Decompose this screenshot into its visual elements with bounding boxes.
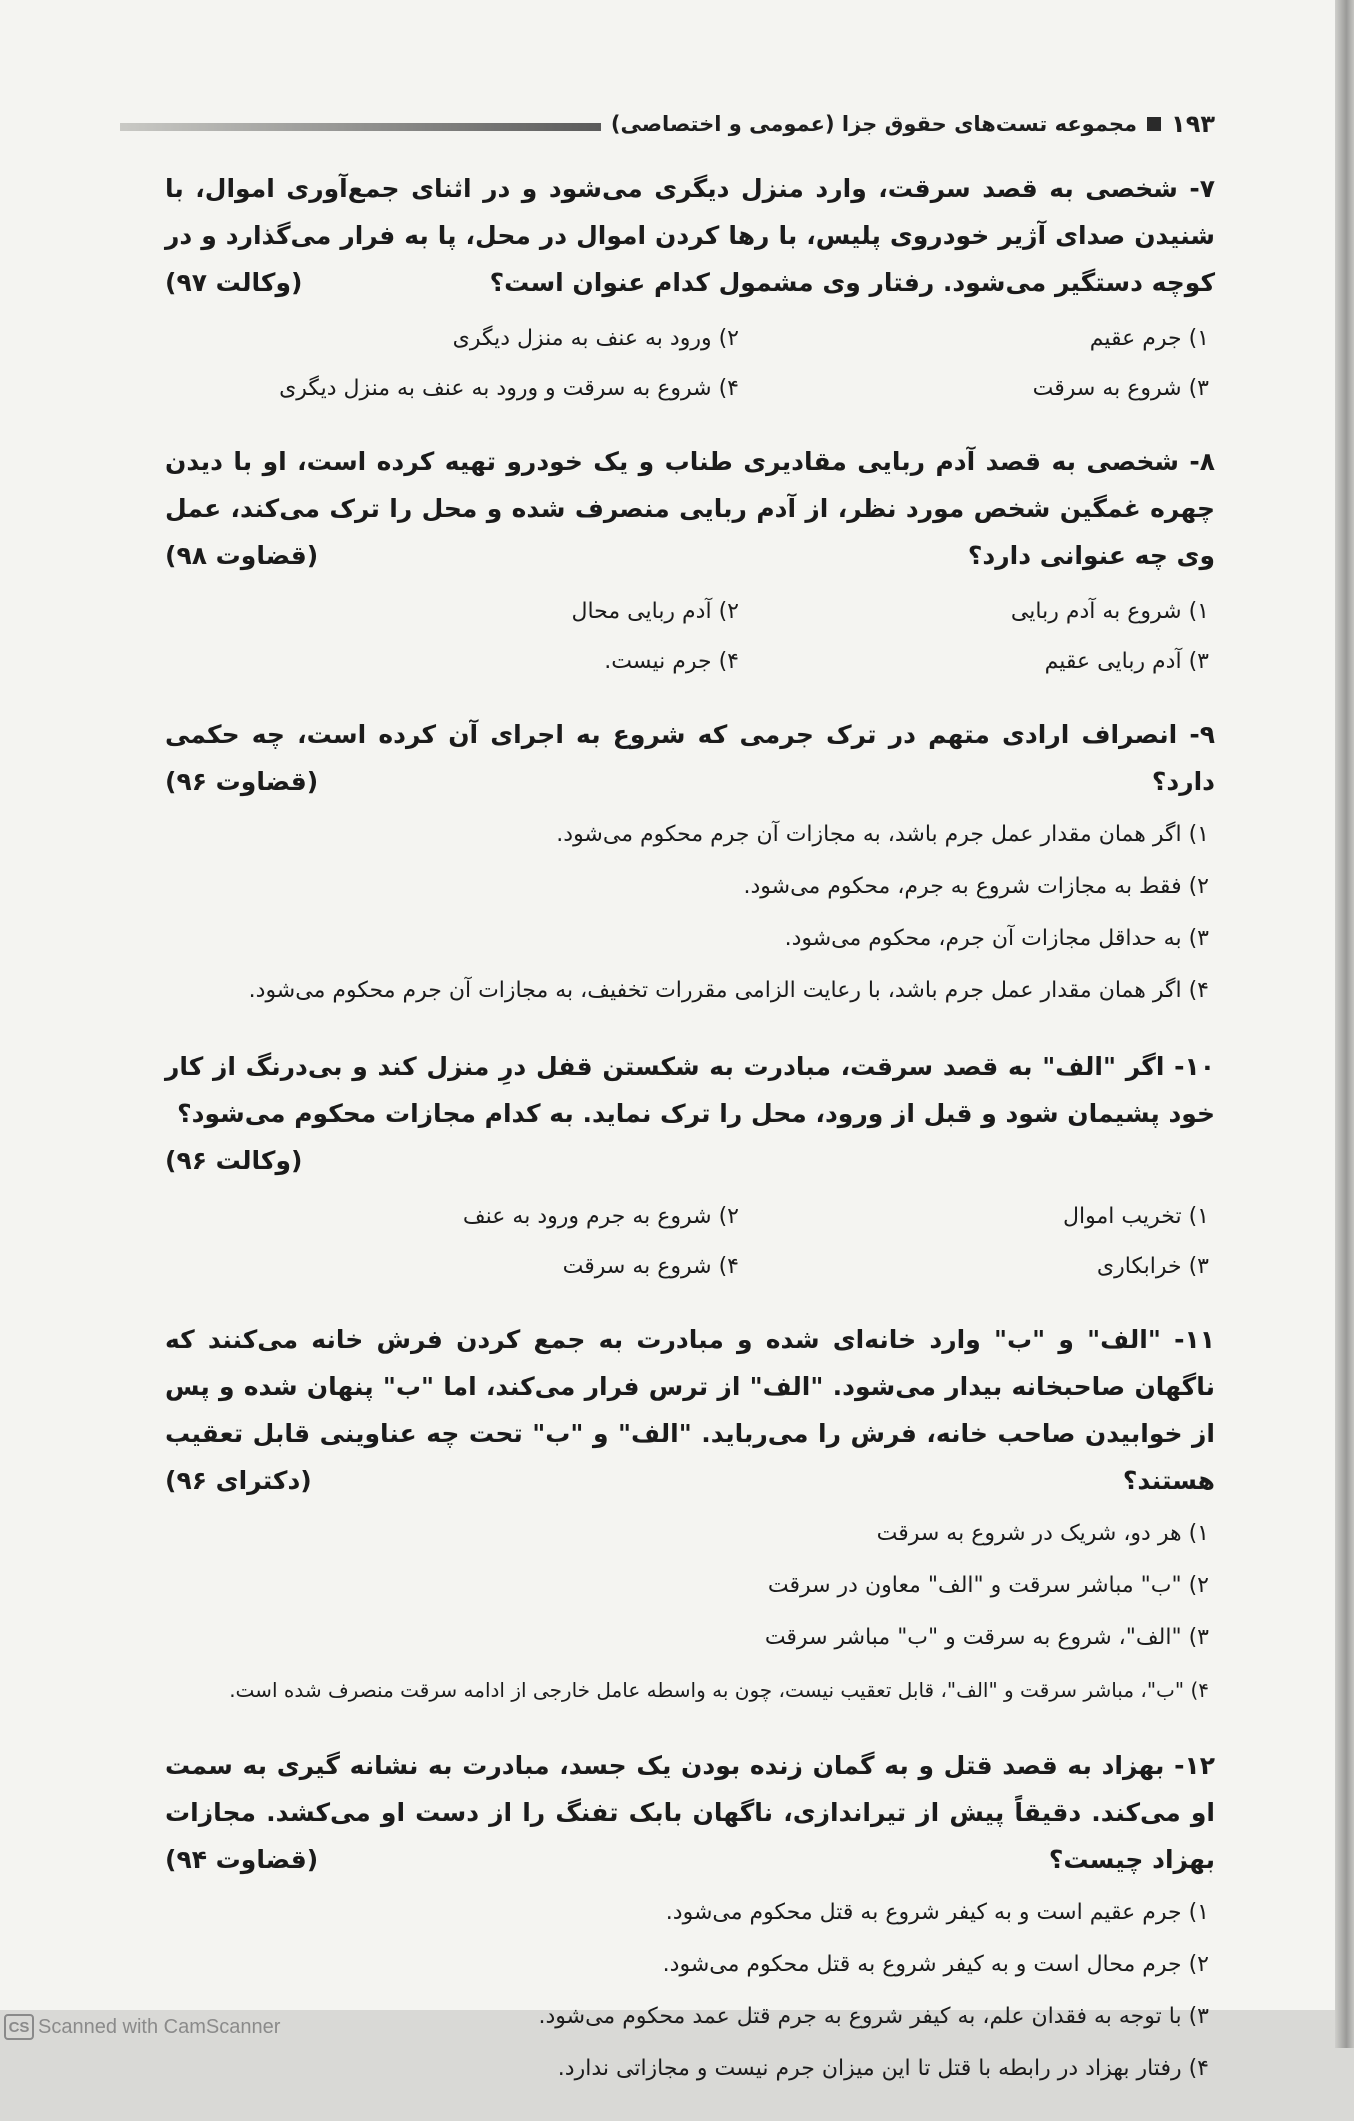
- option-4: ۴) "ب"، مباشر سرقت و "الف"، قابل تعقیب نیست، چون به واسطه عامل خارجی از ادامه سرقت منصرف شده است.: [229, 1678, 1209, 1702]
- question-text: ۹- انصراف ارادی متهم در ترک جرمی که شروع به اجرای آن کرده است، چه حکمی دارد؟: [165, 720, 1215, 796]
- square-bullet-icon: [1147, 117, 1161, 131]
- question-source: (دکترای ۹۶): [165, 1466, 312, 1495]
- option-1: ۱) اگر همان مقدار عمل جرم باشد، به مجازات آن جرم محکوم می‌شود.: [556, 822, 1209, 847]
- option-4: ۴) شروع به سرقت: [562, 1254, 739, 1279]
- question-source: (وکالت ۹۶): [165, 1146, 303, 1175]
- page-header: [120, 100, 1215, 148]
- question-source: (وکالت ۹۷): [165, 268, 303, 297]
- option-4: ۴) اگر همان مقدار عمل جرم باشد، با رعایت الزامی مقررات تخفیف، به مجازات آن جرم محکوم می‌شود.: [248, 978, 1209, 1003]
- option-2: ۲) جرم محال است و به کیفر شروع به قتل محکوم می‌شود.: [662, 1952, 1209, 1977]
- question-7: [165, 165, 1215, 412]
- options-grid: [165, 1194, 1215, 1290]
- option-2: ۲) آدم ربایی محال: [571, 599, 739, 624]
- page-number: ۱۹۳: [1171, 110, 1215, 138]
- option-1: ۱) شروع به آدم ربایی: [1010, 599, 1209, 624]
- option-4: ۴) رفتار بهزاد در رابطه با قتل تا این میزان جرم نیست و مجازاتی ندارد.: [557, 2056, 1209, 2081]
- scanner-label: Scanned with CamScanner: [38, 2015, 281, 2038]
- option-1: ۱) جرم عقیم است و به کیفر شروع به قتل محکوم می‌شود.: [665, 1900, 1209, 1925]
- option-3: ۳) "الف"، شروع به سرقت و "ب" مباشر سرقت: [764, 1625, 1209, 1650]
- question-9: [165, 711, 1215, 1017]
- option-2: ۲) "ب" مباشر سرقت و "الف" معاون در سرقت: [767, 1573, 1209, 1598]
- question-11: [165, 1316, 1215, 1716]
- option-2: ۲) فقط به مجازات شروع به جرم، محکوم می‌شود.: [743, 874, 1209, 899]
- options-grid: [165, 589, 1215, 685]
- question-source: (قضاوت ۹۸): [165, 541, 319, 570]
- option-3: ۳) آدم ربایی عقیم: [1044, 649, 1209, 674]
- option-3: ۳) به حداقل مجازات آن جرم، محکوم می‌شود.: [784, 926, 1209, 951]
- option-4: ۴) جرم نیست.: [604, 649, 739, 674]
- option-2: ۲) شروع به جرم ورود به عنف: [462, 1204, 739, 1229]
- scanner-watermark: [4, 2012, 280, 2042]
- question-text: ۷- شخصی به قصد سرقت، وارد منزل دیگری می‌شود و در اثنای جمع‌آوری اموال، با شنیدن صدای آژیر خودروی پلیس، با رها کردن اموال در محل، پا به فرار می‌گذارد و در کوچه دستگیر می‌شود. رفتار وی مشمول کدام عنوان است؟: [165, 174, 1215, 297]
- question-text: ۱۱- "الف" و "ب" وارد خانه‌ای شده و مبادرت به جمع کردن فرش خانه می‌کنند که ناگهان صاحبخانه بیدار می‌شود. "الف" از ترس فرار می‌کند، اما "ب" پنهان شده و پس از خوابیدن صاحب خانه، فرش را می‌رباید. "الف" و "ب" تحت چه عناوینی قابل تعقیب هستند؟: [165, 1325, 1215, 1495]
- question-source: (قضاوت ۹۴): [165, 1845, 319, 1874]
- book-title: مجموعه تست‌های حقوق جزا (عمومی و اختصاصی): [610, 112, 1138, 136]
- questions-container: [165, 165, 1215, 2121]
- options-list: [165, 809, 1215, 1017]
- option-1: ۱) جرم عقیم: [1089, 326, 1209, 351]
- page-edge: [1335, 0, 1354, 2048]
- option-3: ۳) شروع به سرقت: [1032, 376, 1209, 401]
- option-2: ۲) ورود به عنف به منزل دیگری: [452, 326, 739, 351]
- options-list: [165, 1508, 1215, 1716]
- question-8: [165, 438, 1215, 685]
- question-10: [165, 1043, 1215, 1290]
- header-rule: [120, 123, 601, 131]
- question-text: ۱۲- بهزاد به قصد قتل و به گمان زنده بودن یک جسد، مبادرت به نشانه گیری به سمت او می‌کند. دقیقاً پیش از تیراندازی، ناگهان بابک تفنگ را از دست او می‌کشد. مجازات بهزاد چیست؟: [165, 1751, 1215, 1874]
- option-1: ۱) هر دو، شریک در شروع به سرقت: [876, 1521, 1209, 1546]
- option-4: ۴) شروع به سرقت و ورود به عنف به منزل دیگری: [279, 376, 739, 401]
- options-list: [165, 1887, 1215, 2095]
- option-1: ۱) تخریب اموال: [1063, 1204, 1209, 1229]
- question-text: ۱۰- اگر "الف" به قصد سرقت، مبادرت به شکستن قفل درِ منزل کند و بی‌درنگ از کار خود پشیمان شود و قبل از ورود، محل را ترک نماید. به کدام مجازات محکوم می‌شود؟: [165, 1052, 1215, 1128]
- question-source: (قضاوت ۹۶): [165, 767, 319, 796]
- option-3: ۳) خرابکاری: [1096, 1254, 1209, 1279]
- options-grid: [165, 316, 1215, 412]
- question-12: [165, 1742, 1215, 2095]
- option-3: ۳) با توجه به فقدان علم، به کیفر شروع به جرم قتل عمد محکوم می‌شود.: [538, 2004, 1209, 2029]
- question-text: ۸- شخصی به قصد آدم ربایی مقادیری طناب و یک خودرو تهیه کرده است، او با دیدن چهره غمگین شخص مورد نظر، از آدم ربایی منصرف شده و محل را ترک می‌کند، عمل وی چه عنوانی دارد؟: [165, 447, 1215, 570]
- camscanner-logo-icon: CS: [4, 2014, 34, 2040]
